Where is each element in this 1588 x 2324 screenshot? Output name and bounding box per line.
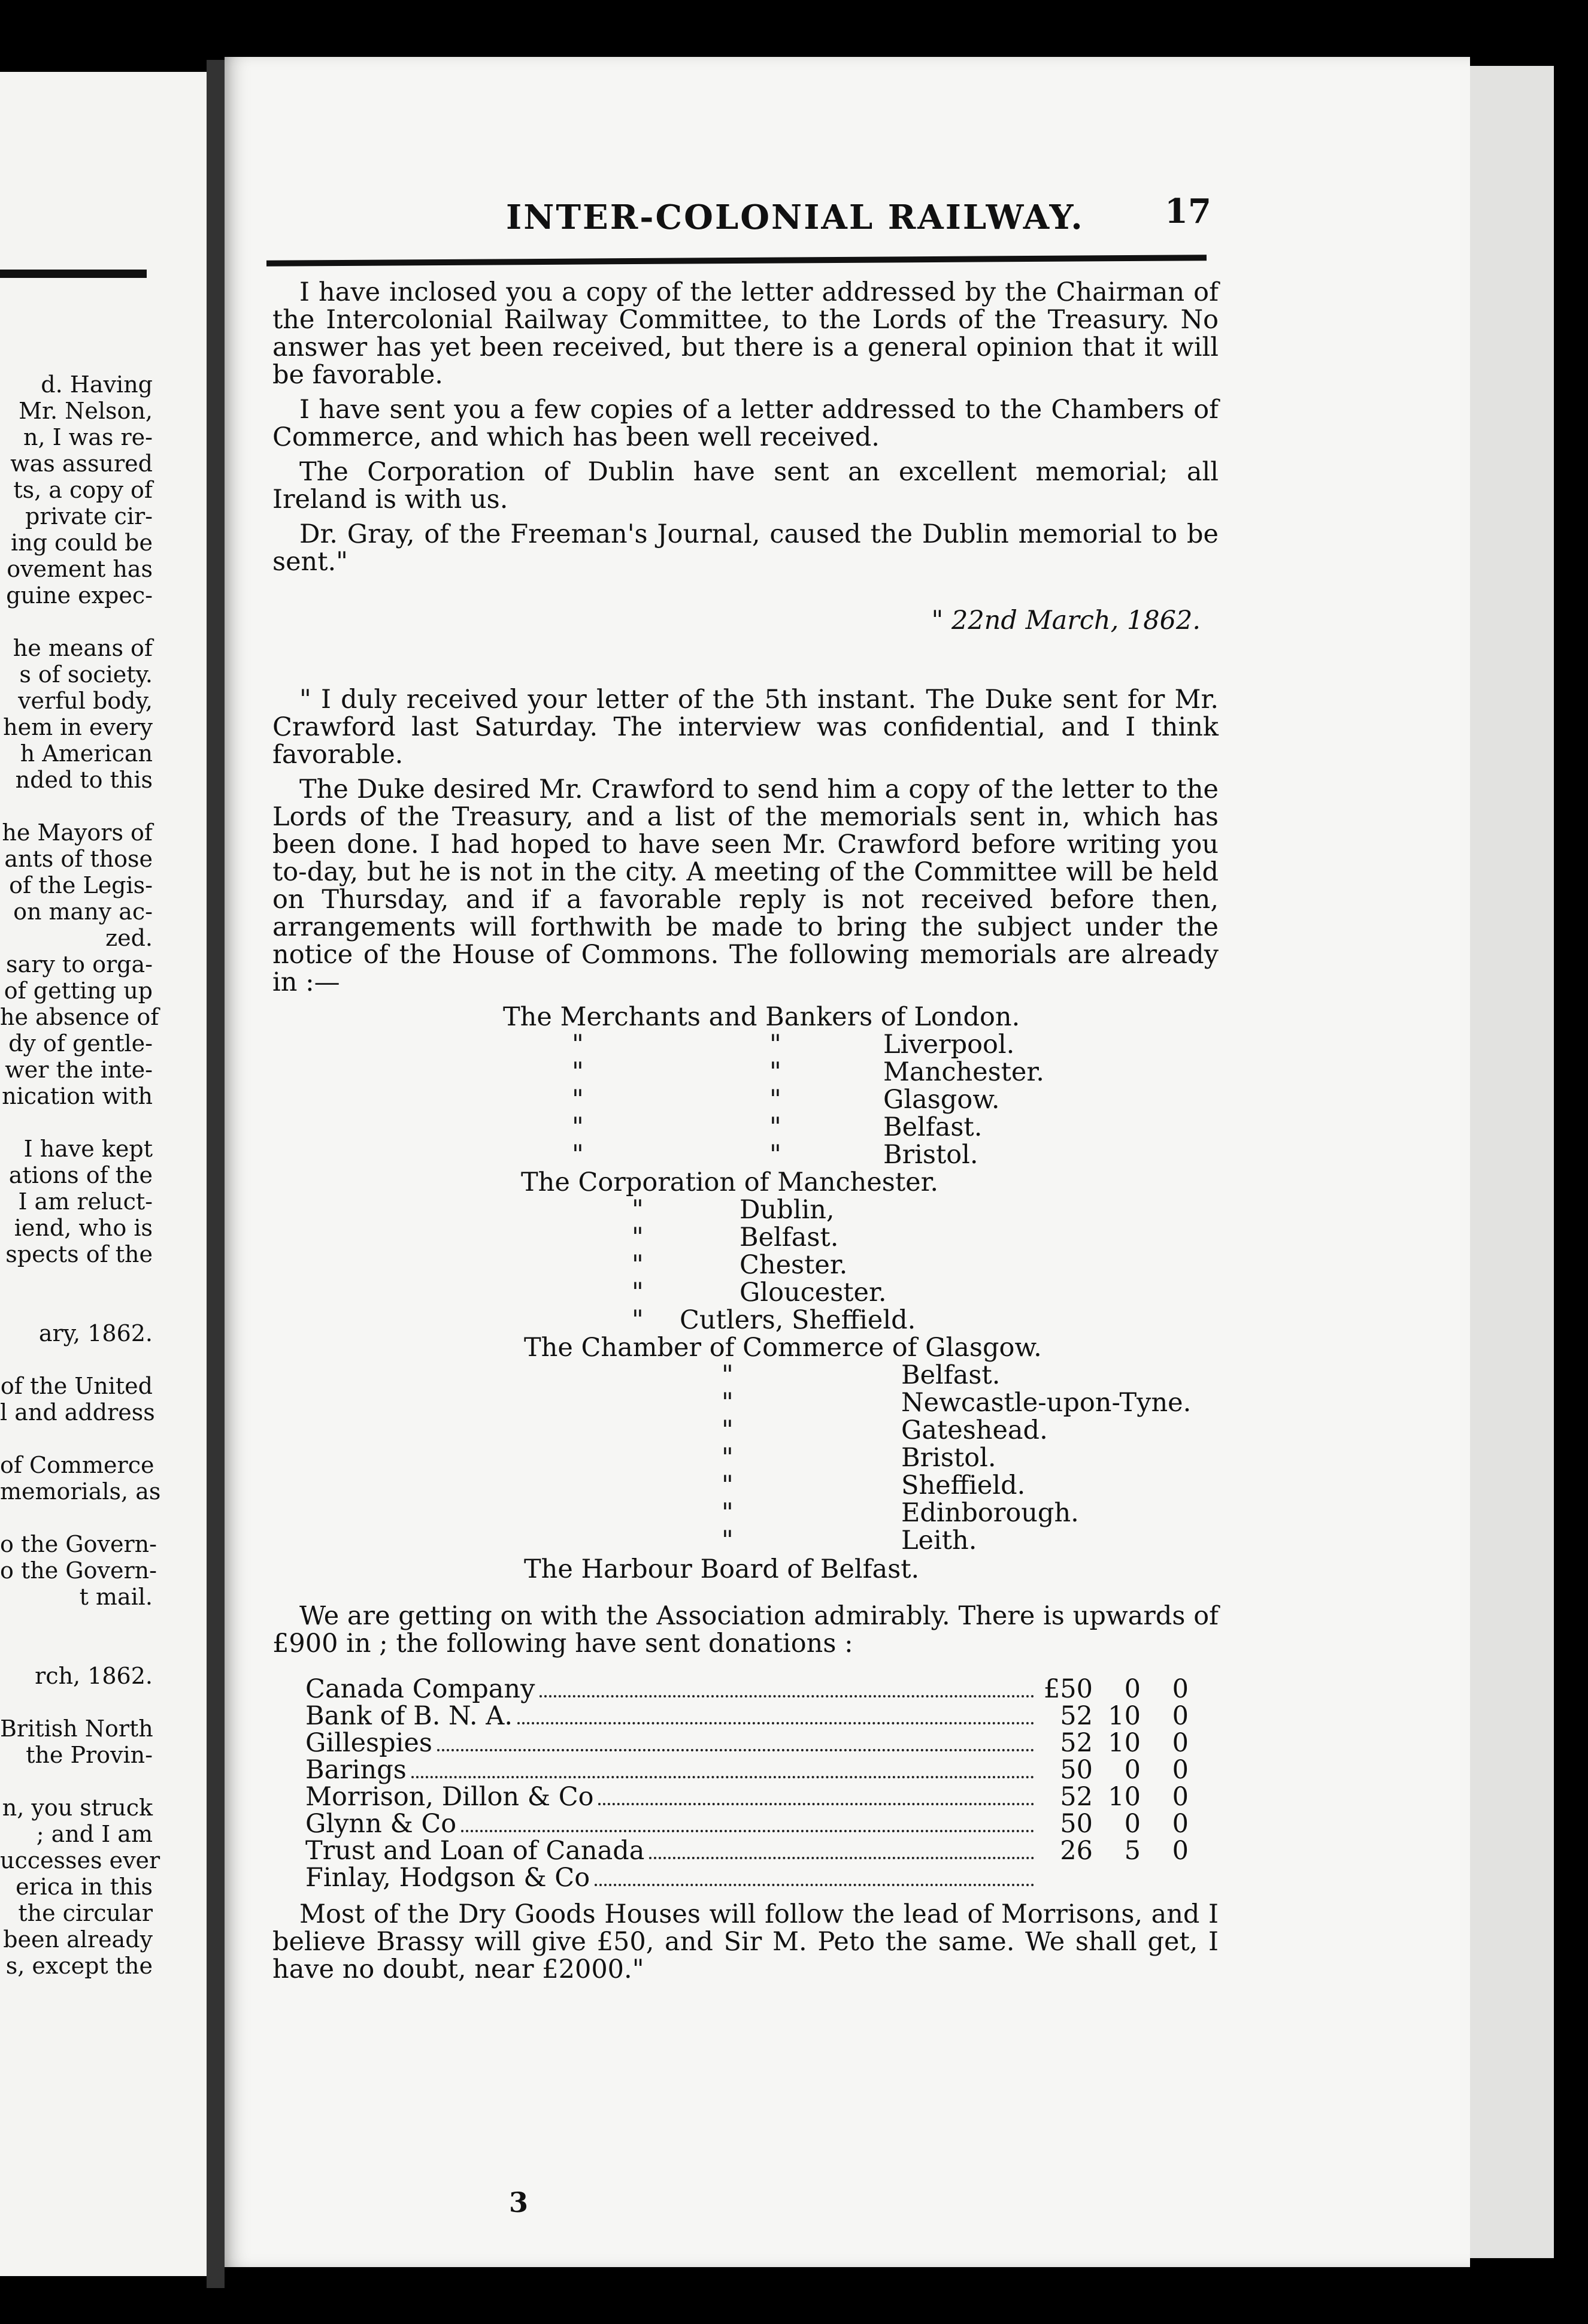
facing-page-line: s of society. [19, 661, 153, 688]
facing-page-line: verful body, [18, 688, 153, 714]
donation-pounds: 26 [1060, 1836, 1093, 1866]
facing-page-line: dy of gentle- [8, 1030, 153, 1057]
ditto-mark: " [769, 1085, 781, 1115]
facing-page-line: been already [3, 1926, 153, 1953]
facing-page-line: erica in this [16, 1874, 153, 1900]
facing-page-line: of Commerce [0, 1452, 154, 1478]
memorials-list [272, 1003, 1219, 1590]
dot-leader [437, 1732, 1034, 1751]
memorial-entry: Leith. [901, 1526, 977, 1556]
memorial-entry: Manchester. [883, 1057, 1044, 1087]
donation-shillings: 10 [1108, 1728, 1141, 1758]
donor-name: Canada Company [305, 1674, 535, 1704]
facing-page-line: spects of the [5, 1241, 153, 1267]
donations-table [305, 1675, 1189, 1891]
donation-row [305, 1675, 1189, 1702]
dot-leader [598, 1786, 1034, 1805]
facing-page-line: nded to this [15, 767, 153, 793]
facing-page-line: d. Having [41, 371, 153, 398]
donation-shillings: 10 [1108, 1782, 1141, 1812]
ditto-mark: " [572, 1140, 584, 1170]
memorial-entry: Belfast. [883, 1112, 983, 1142]
paragraph: I have sent you a few copies of a letter addressed to the Chambers of Commerce, and which has been well received. [272, 395, 1219, 452]
donor-name: Barings [305, 1755, 407, 1785]
donor-name: Glynn & Co [305, 1809, 457, 1839]
page-17 [225, 57, 1470, 2267]
paragraph: Most of the Dry Goods Houses will follow the lead of Morrisons, and I believe Brassy will give £50, and Sir M. Peto the same. We shall get, I have no doubt, near £2000." [272, 1899, 1219, 1984]
facing-page-line: he means of [13, 635, 153, 661]
facing-page-line: n, you struck [2, 1795, 153, 1821]
facing-page-line [0, 793, 153, 819]
facing-page-line: of the United [0, 1373, 153, 1399]
memorial-entry: Edinborough. [901, 1498, 1079, 1528]
donation-row [305, 1864, 1189, 1891]
dot-leader [540, 1678, 1034, 1697]
ditto-mark: " [572, 1030, 584, 1060]
donation-pence: 0 [1172, 1755, 1189, 1785]
facing-page-line: Mr. Nelson, [19, 398, 153, 424]
memorial-entry: Gloucester. [740, 1278, 887, 1308]
donation-row [305, 1729, 1189, 1756]
paragraph: The Corporation of Dublin have sent an excellent memorial; all Ireland is with us. [272, 457, 1219, 515]
memorial-entry: The Chamber of Commerce of Glasgow. [524, 1333, 1042, 1363]
donor-name: Trust and Loan of Canada [305, 1836, 645, 1866]
facing-page-line: iend, who is [14, 1215, 153, 1241]
facing-page-line [0, 1346, 153, 1373]
facing-page-line [0, 1505, 153, 1531]
facing-page-line: ary, 1862. [38, 1320, 153, 1346]
facing-page-line [0, 1689, 153, 1715]
donor-name: Bank of B. N. A. [305, 1701, 513, 1731]
ditto-mark: " [722, 1360, 734, 1390]
facing-page-line: British North [0, 1715, 153, 1742]
memorial-entry: Liverpool. [883, 1030, 1015, 1060]
donor-name: Morrison, Dillon & Co [305, 1782, 594, 1812]
facing-page-line [0, 1426, 153, 1452]
facing-page-line: ovement has [7, 556, 153, 582]
ditto-mark: " [769, 1057, 781, 1087]
facing-page-line: I am reluct- [18, 1188, 153, 1215]
donation-pence: 0 [1172, 1836, 1189, 1866]
letter-date: " 22nd March, 1862. [931, 606, 1201, 636]
facing-page-line: t mail. [79, 1584, 153, 1610]
ditto-mark: " [722, 1415, 734, 1445]
facing-page-line [0, 1768, 153, 1795]
facing-page-line: n, I was re- [23, 424, 153, 450]
facing-page-line: guine expec- [6, 582, 153, 609]
facing-page-line: he Mayors of [2, 819, 153, 846]
donation-pounds: 52 [1060, 1728, 1093, 1758]
memorial-entry: Bristol. [883, 1140, 978, 1170]
dot-leader [595, 1867, 1034, 1886]
ditto-mark: " [722, 1443, 734, 1473]
ditto-mark: " [632, 1250, 644, 1280]
facing-page-line: the Provin- [26, 1742, 153, 1768]
ditto-mark: " [722, 1470, 734, 1500]
facing-page [0, 72, 210, 2276]
memorial-entry: Glasgow. [883, 1085, 1000, 1115]
memorial-entry: Dublin, [740, 1195, 835, 1225]
facing-page-line: ants of those [4, 846, 153, 872]
facing-page-line: nication with [2, 1083, 153, 1109]
book-gutter [207, 60, 225, 2288]
dot-leader [461, 1813, 1034, 1832]
donation-pounds: 50 [1060, 1755, 1093, 1785]
paragraph: " I duly received your letter of the 5th instant. The Duke sent for Mr. Crawford last Saturday. The interview was confidential, and I think favorable. [272, 685, 1219, 770]
paragraph: We are getting on with the Association admirably. There is upwards of £900 in ; the following have sent donations : [272, 1601, 1219, 1659]
facing-page-line [0, 609, 153, 635]
dot-leader [411, 1759, 1034, 1778]
donation-pounds: 50 [1060, 1809, 1093, 1839]
signature-mark: 3 [509, 2186, 529, 2219]
donation-shillings: 0 [1124, 1809, 1141, 1839]
facing-page-line: s, except the [5, 1953, 153, 1979]
facing-page-line [0, 1109, 153, 1136]
donation-row [305, 1810, 1189, 1837]
facing-page-line: ts, a copy of [13, 477, 153, 503]
facing-page-line: rch, 1862. [35, 1663, 153, 1689]
paragraph: I have inclosed you a copy of the letter addressed by the Chairman of the Intercolonial Railway Committee, to the Lords of the Treasury. No answer has yet been received, but there is a general opinion that it will be favorable. [272, 277, 1219, 390]
donation-pounds: 52 [1060, 1701, 1093, 1731]
facing-page-rule [0, 270, 147, 278]
facing-page-line [0, 1636, 153, 1663]
memorial-entry: The Corporation of Manchester. [521, 1167, 939, 1197]
ditto-mark: " [632, 1278, 644, 1308]
donation-shillings: 10 [1108, 1701, 1141, 1731]
facing-page-line: I have kept [23, 1136, 153, 1162]
donation-row [305, 1702, 1189, 1729]
facing-page-line: ing could be [10, 529, 153, 556]
donation-pence: 0 [1172, 1728, 1189, 1758]
memorial-entry: Gateshead. [901, 1415, 1048, 1445]
facing-page-text [0, 371, 161, 1979]
ditto-mark: " [722, 1388, 734, 1418]
facing-page-line: private cir- [25, 503, 153, 529]
ditto-mark: " [632, 1222, 644, 1252]
memorial-entry: Belfast. [901, 1360, 1001, 1390]
facing-page-line: h American [20, 740, 153, 767]
facing-page-line: l and address [0, 1399, 155, 1426]
facing-page-line: zed. [105, 925, 153, 951]
ditto-mark: " [769, 1112, 781, 1142]
donation-shillings: 0 [1124, 1674, 1141, 1704]
facing-page-line: of the Legis- [9, 872, 153, 898]
donation-row [305, 1837, 1189, 1864]
ditto-mark: " [769, 1140, 781, 1170]
donation-shillings: 5 [1124, 1836, 1141, 1866]
ditto-mark: " [572, 1085, 584, 1115]
donation-row [305, 1783, 1189, 1810]
facing-page-line: hem in every [3, 714, 153, 740]
memorial-entry: Bristol. [901, 1443, 996, 1473]
facing-page-line: sary to orga- [6, 951, 153, 978]
donation-row [305, 1756, 1189, 1783]
memorial-entry: The Merchants and Bankers of London. [503, 1002, 1020, 1032]
facing-page-line: uccesses ever [0, 1847, 160, 1874]
donation-pence: 0 [1172, 1782, 1189, 1812]
ditto-mark: " [722, 1498, 734, 1528]
donor-name: Finlay, Hodgson & Co [305, 1863, 590, 1893]
facing-page-line: o the Govern- [0, 1557, 157, 1584]
facing-page-line: o the Govern- [0, 1531, 157, 1557]
ditto-mark: " [769, 1030, 781, 1060]
dot-leader [517, 1705, 1034, 1724]
ditto-mark: " [632, 1195, 644, 1225]
paragraph: The Duke desired Mr. Crawford to send him a copy of the letter to the Lords of the Treasury, and a list of the memorials sent in, which has been done. I had hoped to have seen Mr. Crawford before writing you to-day, but he is not in the city. A meeting of the Committee will be held on Thursday, and if a favorable reply is not received before then, arrangements will forthwith be made to bring the subject under the notice of the House of Commons. The following memorials are already in :— [272, 774, 1219, 997]
ditto-mark: " [632, 1305, 644, 1335]
memorial-entry: Sheffield. [901, 1470, 1026, 1500]
facing-page-line: ; and I am [36, 1821, 153, 1847]
facing-page-line: memorials, as [0, 1478, 161, 1505]
facing-page-line [0, 1610, 153, 1636]
paragraph: Dr. Gray, of the Freeman's Journal, caused the Dublin memorial to be sent." [272, 519, 1219, 577]
facing-page-line: of getting up [4, 978, 153, 1004]
dot-leader [649, 1840, 1034, 1859]
donation-pounds: £50 [1043, 1674, 1093, 1704]
page-body [272, 279, 1219, 1990]
memorial-entry: Newcastle-upon-Tyne. [901, 1388, 1192, 1418]
memorial-entry: The Harbour Board of Belfast. [524, 1554, 920, 1584]
donor-name: Gillespies [305, 1728, 432, 1758]
donation-pence: 0 [1172, 1674, 1189, 1704]
facing-page-line: was assured [10, 450, 153, 477]
donation-pence: 0 [1172, 1809, 1189, 1839]
facing-page-line: wer the inte- [5, 1057, 153, 1083]
facing-page-line: he absence of [0, 1004, 159, 1030]
ditto-mark: " [572, 1112, 584, 1142]
memorial-entry: Chester. [740, 1250, 848, 1280]
memorial-entry: Cutlers, Sheffield. [680, 1305, 916, 1335]
facing-page-line: on many ac- [13, 898, 153, 925]
facing-page-line: ations of the [8, 1162, 153, 1188]
facing-page-line [0, 1294, 153, 1320]
header-rule [266, 255, 1207, 267]
facing-page-line: the circular [18, 1900, 153, 1926]
ditto-mark: " [572, 1057, 584, 1087]
page-number: 17 [1165, 192, 1211, 231]
ditto-mark: " [722, 1526, 734, 1556]
facing-page-line [0, 1267, 153, 1294]
donation-pence: 0 [1172, 1701, 1189, 1731]
memorial-entry: Belfast. [740, 1222, 839, 1252]
donation-shillings: 0 [1124, 1755, 1141, 1785]
running-head: INTER-COLONIAL RAILWAY. [506, 198, 1084, 237]
page-edge [1470, 66, 1554, 2258]
donation-pounds: 52 [1060, 1782, 1093, 1812]
